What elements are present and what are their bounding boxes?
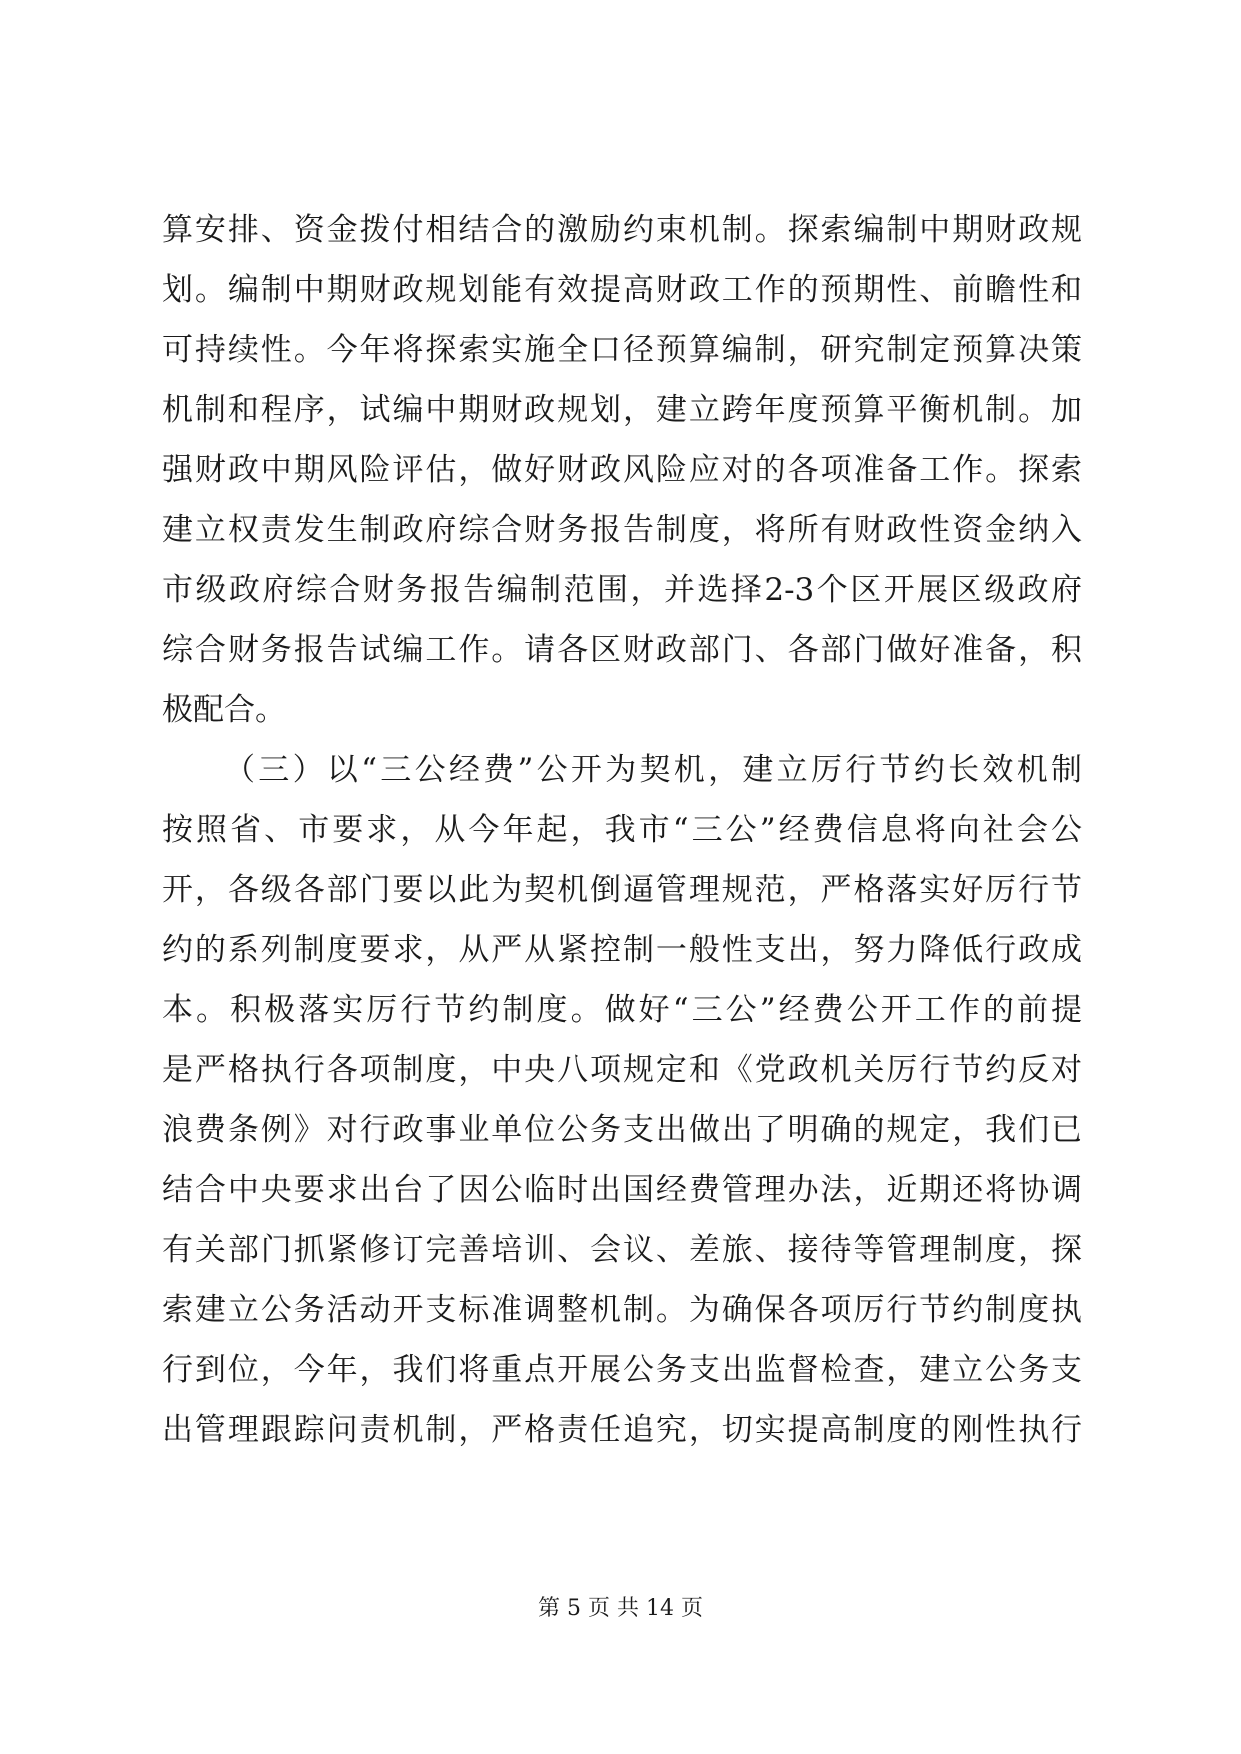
text-line: 机制和程序，试编中期财政规划，建立跨年度预算平衡机制。加: [162, 392, 1082, 428]
page-footer: 第 5 页 共 14 页: [538, 1596, 703, 1621]
text-line: 是严格执行各项制度，中央八项规定和《党政机关厉行节约反对: [162, 1052, 1082, 1088]
text-line: 划。编制中期财政规划能有效提高财政工作的预期性、前瞻性和: [162, 272, 1082, 308]
text-line: 可持续性。今年将探索实施全口径预算编制，研究制定预算决策: [162, 332, 1082, 368]
text-line: 强财政中期风险评估，做好财政风险应对的各项准备工作。探索: [162, 452, 1082, 488]
text-line: 算安排、资金拨付相结合的激励约束机制。探索编制中期财政规: [162, 212, 1082, 248]
text-line: 开，各级各部门要以此为契机倒逼管理规范，严格落实好厉行节: [162, 872, 1082, 908]
text-line: 本。积极落实厉行节约制度。做好“三公”经费公开工作的前提: [162, 992, 1082, 1028]
body-text: [162, 200, 1082, 1460]
text-line: 建立权责发生制政府综合财务报告制度，将所有财政性资金纳入: [162, 512, 1082, 548]
text-line: 按照省、市要求，从今年起，我市“三公”经费信息将向社会公: [162, 812, 1082, 848]
text-line: （三）以“三公经费”公开为契机，建立厉行节约长效机制: [224, 752, 1082, 788]
text-line: 极配合。: [162, 692, 286, 728]
text-line: 出管理跟踪问责机制，严格责任追究，切实提高制度的刚性执行: [162, 1412, 1082, 1448]
text-line: 综合财务报告试编工作。请各区财政部门、各部门做好准备，积: [162, 632, 1082, 668]
text-line: 市级政府综合财务报告编制范围，并选择2-3个区开展区级政府: [162, 572, 1082, 608]
text-line: 约的系列制度要求，从严从紧控制一般性支出，努力降低行政成: [162, 932, 1082, 968]
text-line: 结合中央要求出台了因公临时出国经费管理办法，近期还将协调: [162, 1172, 1082, 1208]
text-line: 有关部门抓紧修订完善培训、会议、差旅、接待等管理制度，探: [162, 1232, 1082, 1268]
text-line: 行到位，今年，我们将重点开展公务支出监督检查，建立公务支: [162, 1352, 1082, 1388]
text-line: 索建立公务活动开支标准调整机制。为确保各项厉行节约制度执: [162, 1292, 1082, 1328]
text-line: 浪费条例》对行政事业单位公务支出做出了明确的规定，我们已: [162, 1112, 1082, 1148]
